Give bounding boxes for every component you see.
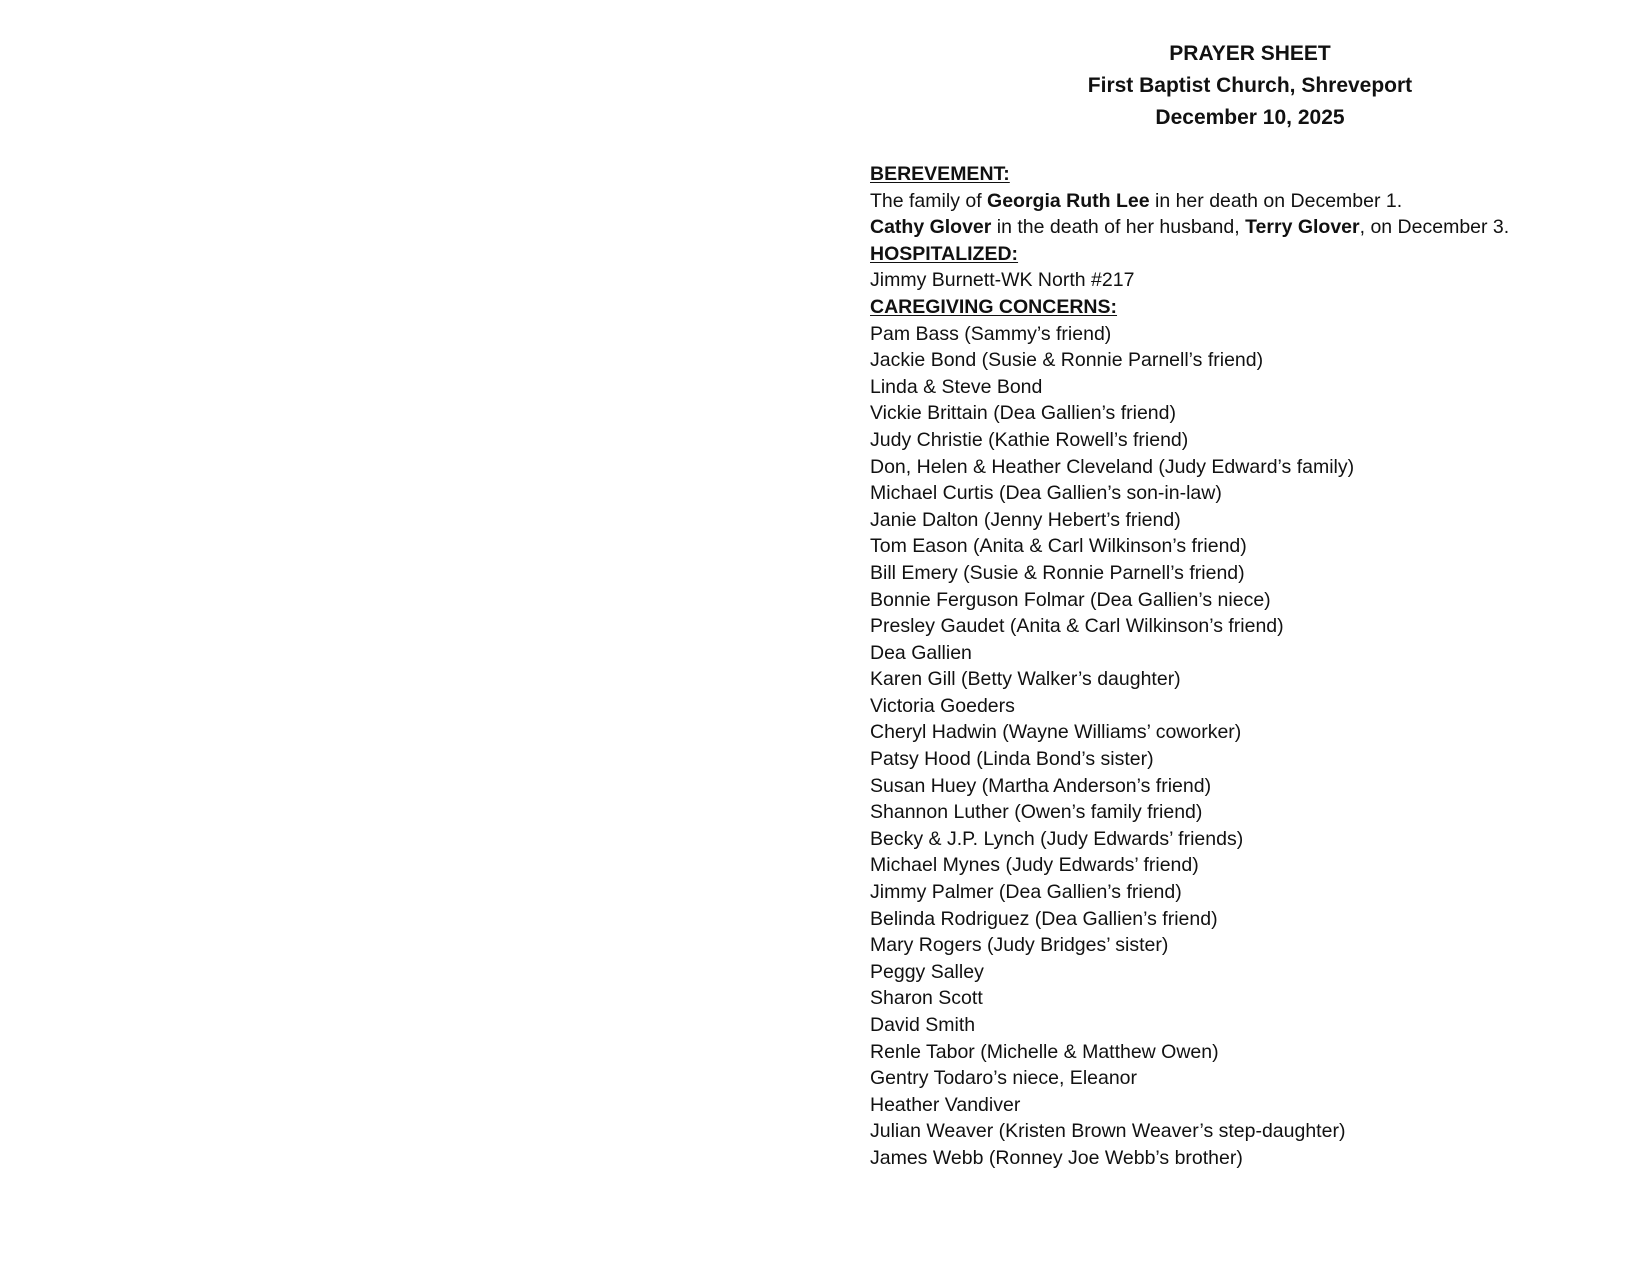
hospitalized-item: Jimmy Burnett-WK North #217 bbox=[870, 269, 1135, 292]
caregiving-item: Peggy Salley bbox=[870, 960, 984, 983]
caregiving-item: Karen Gill (Betty Walker’s daughter) bbox=[870, 668, 1181, 691]
caregiving-item: David Smith bbox=[870, 1014, 976, 1036]
bereaved-name: Cathy Glover bbox=[870, 216, 992, 239]
hospitalized-list bbox=[870, 267, 1630, 294]
sheet-title: PRAYER SHEET bbox=[1169, 42, 1331, 65]
caregiving-item: Patsy Hood (Linda Bond’s sister) bbox=[870, 748, 1154, 771]
caregiving-item: James Webb (Ronney Joe Webb’s brother) bbox=[870, 1146, 1243, 1169]
caregiving-list bbox=[870, 321, 1630, 1172]
caregiving-item: Belinda Rodriguez (Dea Gallien’s friend) bbox=[870, 907, 1218, 930]
caregiving-item: Vickie Brittain (Dea Gallien’s friend) bbox=[870, 402, 1176, 425]
caregiving-item: Susan Huey (Martha Anderson’s friend) bbox=[870, 774, 1212, 797]
caregiving-item: Presley Gaudet (Anita & Carl Wilkinson’s friend) bbox=[870, 615, 1284, 638]
caregiving-item: Victoria Goeders bbox=[870, 694, 1015, 717]
caregiving-item: Renle Tabor (Michelle & Matthew Owen) bbox=[870, 1040, 1219, 1063]
caregiving-item: Julian Weaver (Kristen Brown Weaver’s step-daughter) bbox=[870, 1120, 1346, 1143]
caregiving-item: Michael Mynes (Judy Edwards’ friend) bbox=[870, 854, 1199, 877]
prayer-content bbox=[870, 161, 1630, 1172]
deceased-name: Terry Glover bbox=[1245, 216, 1360, 239]
caregiving-item: Jackie Bond (Susie & Ronnie Parnell’s friend) bbox=[870, 349, 1264, 372]
sheet-date: December 10, 2025 bbox=[1155, 106, 1345, 129]
bereavement-heading: BEREVEMENT: bbox=[870, 163, 1010, 185]
caregiving-item: Dea Gallien bbox=[870, 641, 972, 664]
sheet-header bbox=[986, 38, 1514, 134]
caregiving-item: Sharon Scott bbox=[870, 987, 983, 1010]
caregiving-item: Becky & J.P. Lynch (Judy Edwards’ friends) bbox=[870, 827, 1244, 850]
caregiving-item: Bill Emery (Susie & Ronnie Parnell’s friend) bbox=[870, 561, 1245, 584]
caregiving-item: Michael Curtis (Dea Gallien’s son-in-law) bbox=[870, 482, 1222, 505]
entry-text: in her death on December 1. bbox=[1149, 189, 1403, 212]
church-name: First Baptist Church, Shreveport bbox=[1087, 74, 1413, 97]
caregiving-item: Jimmy Palmer (Dea Gallien’s friend) bbox=[870, 881, 1182, 904]
caregiving-item: Cheryl Hadwin (Wayne Williams’ coworker) bbox=[870, 721, 1242, 744]
caregiving-item: Pam Bass (Sammy’s friend) bbox=[870, 322, 1112, 345]
caregiving-heading: CAREGIVING CONCERNS: bbox=[870, 295, 1118, 318]
caregiving-item: Mary Rogers (Judy Bridges’ sister) bbox=[870, 934, 1169, 957]
hospitalized-heading: HOSPITALIZED: bbox=[870, 242, 1019, 265]
caregiving-item: Janie Dalton (Jenny Hebert’s friend) bbox=[870, 508, 1181, 531]
caregiving-item: Linda & Steve Bond bbox=[870, 375, 1043, 398]
entry-text: in the death of her husband, bbox=[991, 216, 1246, 239]
caregiving-item: Judy Christie (Kathie Rowell’s friend) bbox=[870, 428, 1189, 451]
caregiving-item: Gentry Todaro’s niece, Eleanor bbox=[870, 1067, 1138, 1090]
caregiving-item: Heather Vandiver bbox=[870, 1093, 1021, 1116]
caregiving-item: Tom Eason (Anita & Carl Wilkinson’s friend) bbox=[870, 535, 1247, 558]
caregiving-item: Don, Helen & Heather Cleveland (Judy Edward’s family) bbox=[870, 455, 1355, 478]
entry-text: , on December 3. bbox=[1359, 216, 1510, 239]
bereavement-entry bbox=[870, 214, 1630, 241]
caregiving-item: Bonnie Ferguson Folmar (Dea Gallien’s niece) bbox=[870, 588, 1271, 611]
entry-text: The family of bbox=[870, 189, 988, 212]
bereavement-entry bbox=[870, 188, 1630, 215]
deceased-name: Georgia Ruth Lee bbox=[987, 189, 1150, 212]
caregiving-item: Shannon Luther (Owen’s family friend) bbox=[870, 801, 1203, 824]
